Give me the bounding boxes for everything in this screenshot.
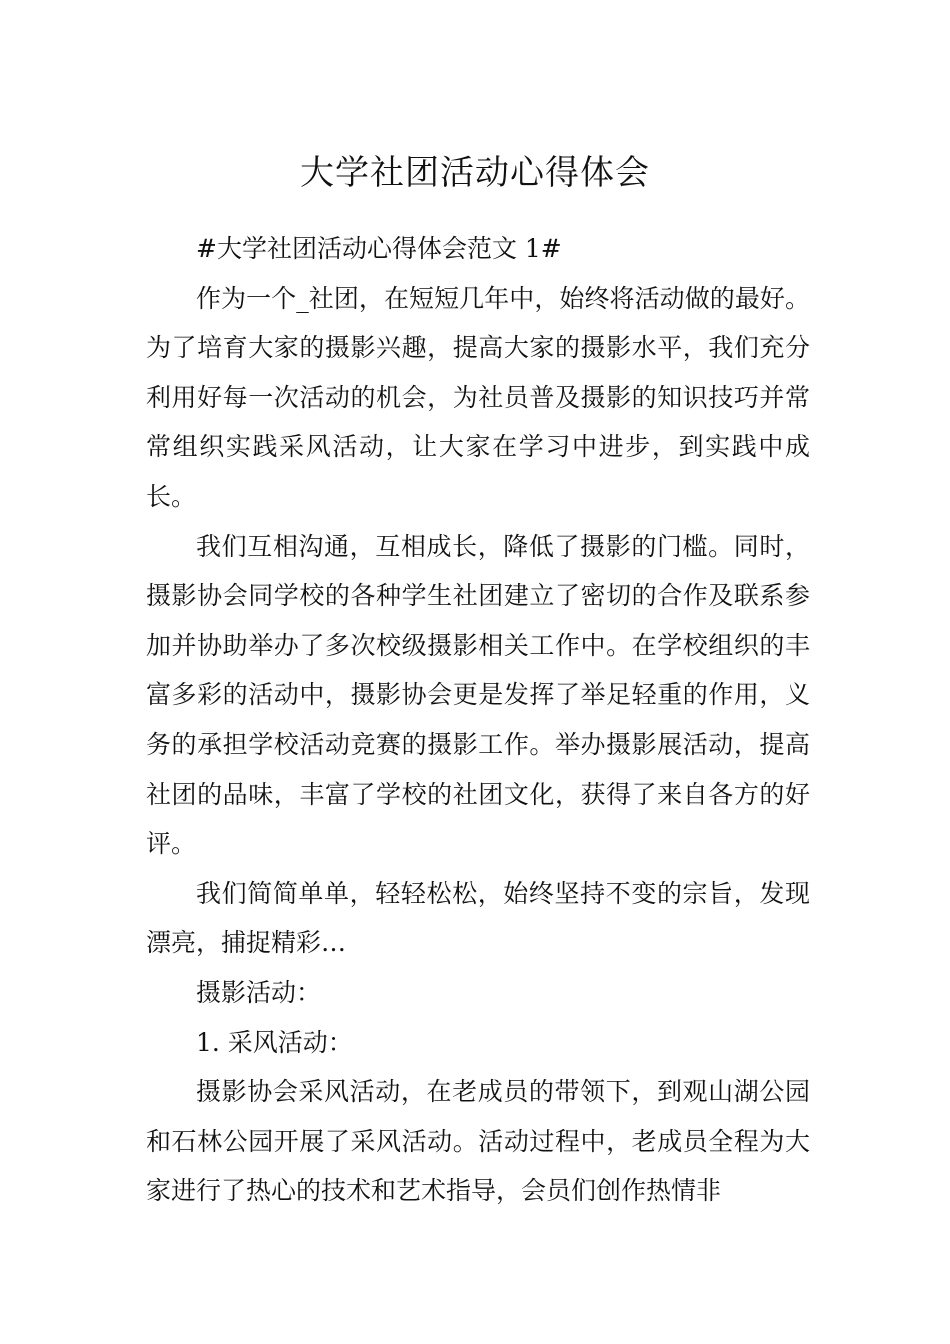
paragraph-5: 1. 采风活动：: [196, 1027, 353, 1057]
paragraph-2: 我们互相沟通，互相成长，降低了摄影的门槛。同时，摄影协会同学校的各种学生社团建立了密切的合作及联系参加并协助举办了多次校级摄影相关工作中。在学校组织的丰富多彩的活动中，摄影协会更是发挥了举足轻重的作用，义务的承担学校活动竞赛的摄影工作。举办摄影展活动，提高社团的品味，丰富了学校的社团文化，获得了来自各方的好评。: [146, 531, 810, 859]
document-title: 大学社团活动心得体会: [300, 152, 650, 193]
paragraph-4: 摄影活动：: [196, 977, 322, 1007]
paragraph-1: 作为一个_社团，在短短几年中，始终将活动做的最好。为了培育大家的摄影兴趣，提高大家的摄影水平，我们充分利用好每一次活动的机会，为社员普及摄影的知识技巧并常常组织实践采风活动，让大家在学习中进步，到实践中成长。: [146, 283, 810, 511]
paragraph-heading: #大学社团活动心得体会范文 1#: [196, 234, 562, 263]
document-body: [146, 224, 810, 1216]
paragraph-6: 摄影协会采风活动，在老成员的带领下，到观山湖公园和石林公园开展了采风活动。活动过程中，老成员全程为大家进行了热心的技术和艺术指导，会员们创作热情非: [146, 1077, 810, 1206]
paragraph-3: 我们简简单单，轻轻松松，始终坚持不变的宗旨，发现漂亮，捕捉精彩…: [146, 878, 810, 958]
